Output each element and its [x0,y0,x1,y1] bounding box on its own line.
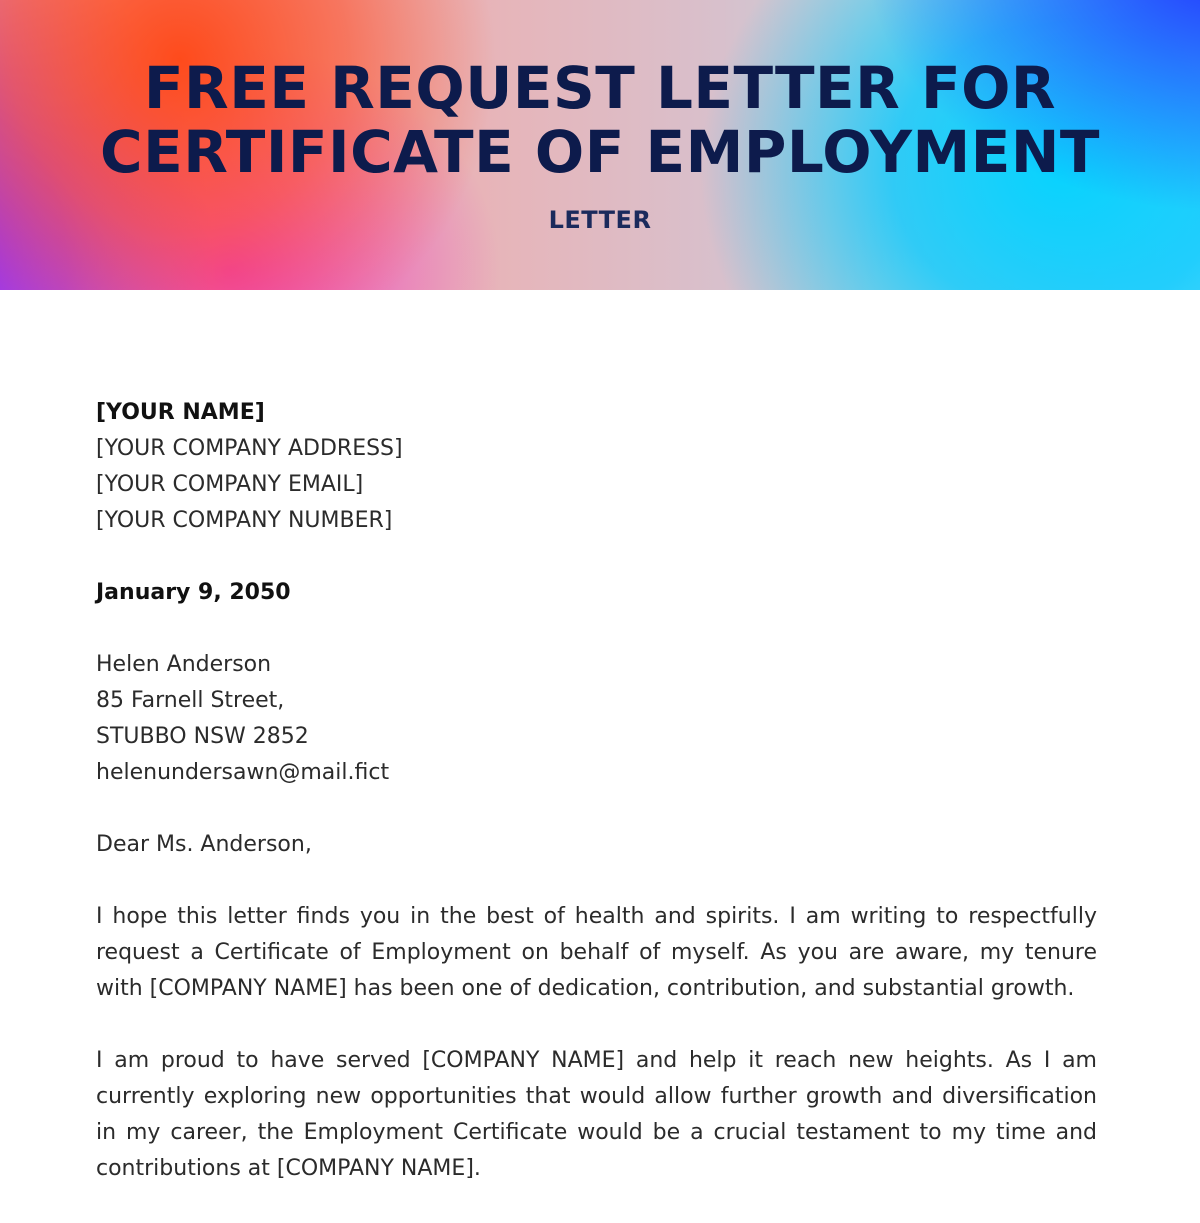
sender-email: [YOUR COMPANY EMAIL] [96,472,364,497]
body-paragraph: I am proud to have served [COMPANY NAME] and help it reach new heights. As I am currently exploring new opportunities that would allow further growth and diversification in my career, the Employment Certificate would be a crucial testament to my time and contributions at [COMPANY NAME]. [96,1048,1097,1181]
page-subtitle: LETTER [548,206,652,234]
salutation-block [96,827,1097,863]
letter-body [96,395,1097,1223]
recipient-name: Helen Anderson [96,652,272,677]
recipient-city: STUBBO NSW 2852 [96,724,309,749]
letter-date: January 9, 2050 [96,580,291,605]
recipient-email: helenundersawn@mail.fict [96,760,390,785]
page-title: FREE REQUEST LETTER FOR CERTIFICATE OF EMPLOYMENT [100,54,1100,186]
sender-block [96,395,1097,539]
body-paragraph: I hope this letter finds you in the best of health and spirits. I am writing to respectfully request a Certificate of Employment on behalf of myself. As you are aware, my tenure with [COMPANY NAME] has been one of dedication, contribution, and substantial growth. [96,904,1097,1001]
date-block [96,575,1097,611]
sender-address: [YOUR COMPANY ADDRESS] [96,436,403,461]
recipient-block [96,647,1097,791]
salutation: Dear Ms. Anderson, [96,832,312,857]
sender-number: [YOUR COMPANY NUMBER] [96,508,393,533]
sender-name: [YOUR NAME] [96,400,265,425]
recipient-street: 85 Farnell Street, [96,688,285,713]
header-banner [0,0,1200,290]
